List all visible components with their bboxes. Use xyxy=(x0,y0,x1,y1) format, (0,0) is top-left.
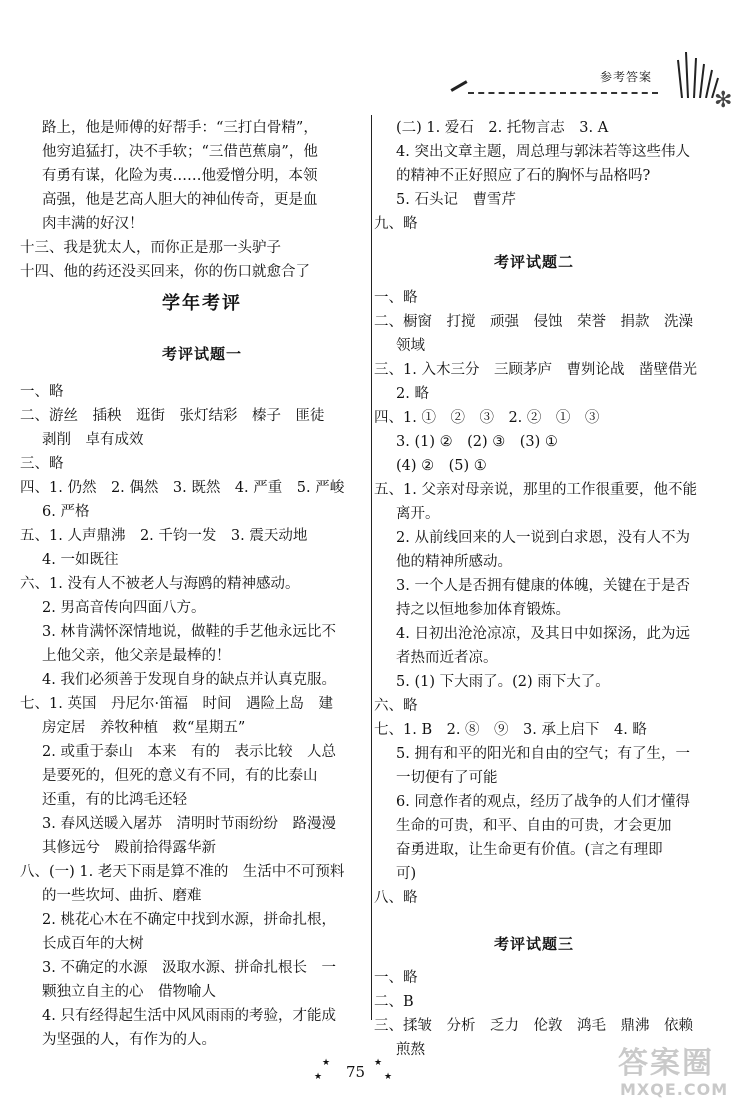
answer-line: 5. (1) 下大雨了。(2) 雨下大了。 xyxy=(396,674,610,690)
answer-line: 十四、他的药还没买回来，你的伤口就愈合了 xyxy=(20,264,310,280)
answer-line: 离开。 xyxy=(396,506,440,522)
answer-line: 3. 春风送暖入屠苏 清明时节雨纷纷 路漫漫 xyxy=(42,816,336,832)
section-heading: 考评试题二 xyxy=(493,253,574,271)
answer-line: 2. 从前线回来的人一说到白求恩，没有人不为 xyxy=(396,530,690,546)
page-number: 75 xyxy=(346,1063,366,1081)
answer-line: 2. 或重于泰山 本来 有的 表示比较 人总 xyxy=(42,744,336,760)
answer-line: 煎熬 xyxy=(396,1042,425,1058)
answer-line: 3. 不确定的水源 汲取水源、拼命扎根长 一 xyxy=(42,960,336,976)
answer-line: 生命的可贵，和平、自由的可贵，才会更加 xyxy=(396,818,672,834)
section-heading: 考评试题一 xyxy=(161,345,242,363)
answer-line: 者热而近者凉。 xyxy=(396,650,498,666)
answer-line: 五、1. 父亲对母亲说，那里的工作很重要，他不能 xyxy=(374,482,697,498)
watermark-logo xyxy=(612,1036,750,1106)
answer-line: 二、橱窗 打搅 顽强 侵蚀 荣誉 捐款 洗澡 xyxy=(374,314,693,330)
answer-line: 三、略 xyxy=(20,456,64,472)
answer-line: 房定居 养牧种植 救“星期五” xyxy=(42,720,246,736)
answer-line: 一、略 xyxy=(374,970,418,986)
answer-line: 5. 石头记 曹雪芹 xyxy=(396,192,516,208)
answer-line: 六、1. 没有人不被老人与海鸥的精神感动。 xyxy=(20,576,300,592)
answer-line: 6. 严格 xyxy=(42,504,90,520)
star-icon: ★ xyxy=(384,1072,393,1082)
answer-line: 奋勇进取，让生命更有价值。(言之有理即 xyxy=(396,842,663,858)
answer-line: 3. 一个人是否拥有健康的体魄，关键在于是否 xyxy=(396,578,690,594)
watermark-url: MXQE.COM xyxy=(620,1080,729,1099)
page-header xyxy=(450,48,750,118)
answer-line: 领域 xyxy=(396,338,425,354)
answer-line: 三、揉皱 分析 乏力 伦敦 鸿毛 鼎沸 依赖 xyxy=(374,1018,693,1034)
answer-line: 可) xyxy=(396,866,417,882)
answer-line: 的精神不正好照应了石的胸怀与品格吗? xyxy=(396,168,651,184)
answer-line: 4. 一如既往 xyxy=(42,552,119,568)
answer-line: 二、游丝 插秧 逛街 张灯结彩 榛子 匪徒 xyxy=(20,408,325,424)
answer-line: 十三、我是犹太人，而你正是那一头驴子 xyxy=(20,240,281,256)
answer-line: 九、略 xyxy=(374,216,418,232)
answer-line: 八、(一) 1. 老天下雨是算不准的 生活中不可预料 xyxy=(20,864,345,880)
answer-line: 的一些坎坷、曲折、磨难 xyxy=(42,888,202,904)
answer-line: 颗独立自主的心 借物喻人 xyxy=(42,984,216,1000)
section-heading: 学年考评 xyxy=(162,293,242,314)
answer-line: 肉丰满的好汉！ xyxy=(42,216,144,232)
page-footer xyxy=(312,1058,402,1088)
answer-line: 2. 桃花心木在不确定中找到水源，拼命扎根， xyxy=(42,912,336,928)
answer-line: 六、略 xyxy=(374,698,418,714)
answer-line: 四、1. ① ② ③ 2. ② ① ③ xyxy=(374,410,600,426)
header-label: 参考答案 xyxy=(600,70,653,84)
answer-line: 他的精神所感动。 xyxy=(396,554,512,570)
answer-line: 七、1. B 2. ⑧ ⑨ 3. 承上启下 4. 略 xyxy=(374,722,647,738)
answer-line: 有勇有谋，化险为夷……他爱憎分明，本领 xyxy=(42,168,318,184)
answer-line: 四、1. 仍然 2. 偶然 3. 既然 4. 严重 5. 严峻 xyxy=(20,480,345,496)
answer-line: 2. 男高音传向四面八方。 xyxy=(42,600,206,616)
answer-line: 一切便有了可能 xyxy=(396,770,498,786)
answer-line: 为坚强的人，有作为的人。 xyxy=(42,1032,216,1048)
answer-line: 是要死的，但死的意义有不同，有的比泰山 xyxy=(42,768,318,784)
answer-line: 5. 拥有和平的阳光和自由的空气；有了生，一 xyxy=(396,746,690,762)
answer-line: 他穷追猛打，决不手软；“三借芭蕉扇”，他 xyxy=(42,144,318,160)
column-divider xyxy=(371,115,372,1020)
flower-decoration-icon: ✻ xyxy=(714,88,733,113)
section-heading: 考评试题三 xyxy=(493,935,574,953)
watermark-text: 答案圈 xyxy=(618,1046,714,1081)
answer-line: 3. (1) ② (2) ③ (3) ① xyxy=(396,434,558,450)
answer-line: 还重，有的比鸿毛还轻 xyxy=(42,792,187,808)
answer-line: 剥削 卓有成效 xyxy=(42,432,144,448)
answer-line: 一、略 xyxy=(20,384,64,400)
answer-line: 长成百年的大树 xyxy=(42,936,144,952)
answer-line: 2. 略 xyxy=(396,386,429,402)
answer-line: 路上，他是师傅的好帮手：“三打白骨精”， xyxy=(42,120,318,136)
header-dashed-line xyxy=(468,92,658,94)
star-icon: ★ xyxy=(322,1058,331,1068)
star-icon: ★ xyxy=(314,1072,323,1082)
answer-line: 上他父亲，他父亲是最棒的！ xyxy=(42,648,231,664)
answer-line: 二、B xyxy=(374,994,414,1010)
answer-line: 4. 只有经得起生活中风风雨雨的考验，才能成 xyxy=(42,1008,336,1024)
answer-line: (4) ② (5) ① xyxy=(396,458,487,474)
answer-line: 七、1. 英国 丹尼尔·笛福 时间 遇险上岛 建 xyxy=(20,696,334,712)
pen-icon xyxy=(450,80,471,99)
answer-line: 三、1. 入木三分 三顾茅庐 曹刿论战 凿壁借光 xyxy=(374,362,697,378)
answer-line: 八、略 xyxy=(374,890,418,906)
star-icon: ★ xyxy=(374,1058,383,1068)
answer-line: 五、1. 人声鼎沸 2. 千钧一发 3. 震天动地 xyxy=(20,528,308,544)
answer-line: 4. 突出文章主题，周总理与郭沫若等这些伟人 xyxy=(396,144,690,160)
answer-line: 一、略 xyxy=(374,290,418,306)
answer-line: 其修远兮 殿前拾得露华新 xyxy=(42,840,216,856)
answer-line: 6. 同意作者的观点，经历了战争的人们才懂得 xyxy=(396,794,690,810)
answer-line: 4. 日初出沧沧凉凉，及其日中如探汤，此为远 xyxy=(396,626,690,642)
answer-line: 4. 我们必须善于发现自身的缺点并认真克服。 xyxy=(42,672,336,688)
answer-line: (二) 1. 爱石 2. 托物言志 3. A xyxy=(396,120,609,136)
answer-line: 3. 林肯满怀深情地说，做鞋的手艺他永远比不 xyxy=(42,624,336,640)
answer-line: 高强，他是艺高人胆大的神仙传奇，更是血 xyxy=(42,192,318,208)
answer-line: 持之以恒地参加体育锻炼。 xyxy=(396,602,570,618)
